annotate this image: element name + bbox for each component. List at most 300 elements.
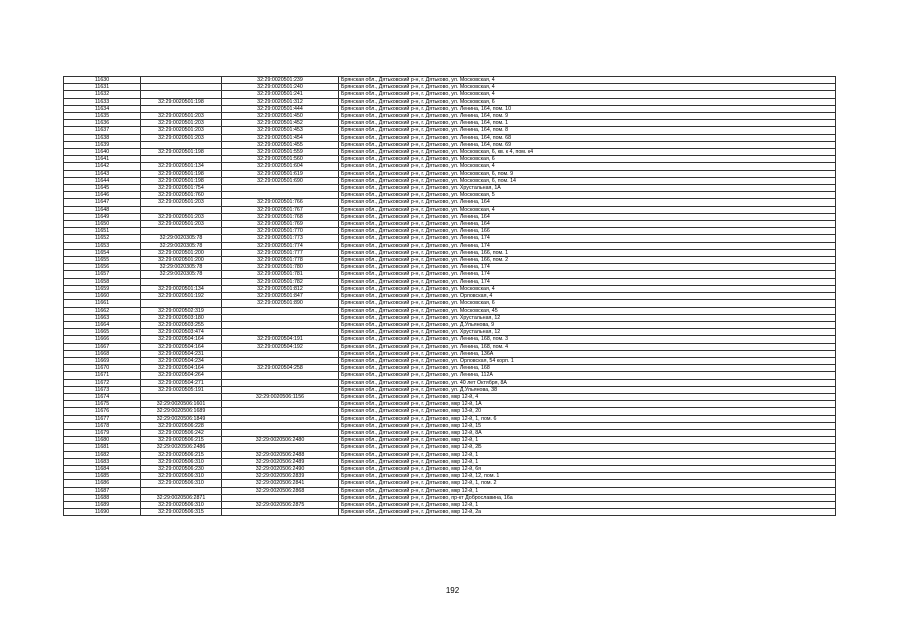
parcel-cadastral-cell: 32:29:0020504:264 (141, 372, 222, 379)
table-row (64, 509, 836, 516)
object-cadastral-cell (222, 422, 339, 429)
table-row (64, 192, 836, 199)
parcel-cadastral-cell: 32:29:0020501:203 (141, 221, 222, 228)
address-cell: Брянская обл., Дятьковский р-н, г. Дятьково, ул. Ленина, 174 (339, 235, 836, 242)
table-row (64, 386, 836, 393)
table-row (64, 120, 836, 127)
address-cell: Брянская обл., Дятьковский р-н, г. Дятьково, мкр 12-й, 1 (339, 451, 836, 458)
address-cell: Брянская обл., Дятьковский р-н, г. Дятьково, ул. Московская, 4 (339, 163, 836, 170)
address-cell: Брянская обл., Дятьковский р-н, г. Дятьково, мкр 12-й, 2а (339, 509, 836, 516)
address-cell: Брянская обл., Дятьковский р-н, г. Дятьково, мкр 12-й, 1А (339, 401, 836, 408)
table-row (64, 257, 836, 264)
address-cell: Брянская обл., Дятьковский р-н, г. Дятьково, ул. Ленина, 174 (339, 264, 836, 271)
table-row (64, 379, 836, 386)
address-cell: Брянская обл., Дятьковский р-н, г. Дятьково, ул. Ленина, 164 (339, 221, 836, 228)
object-cadastral-cell: 32:29:0020501:450 (222, 113, 339, 120)
parcel-cadastral-cell: 32:29:0020506:310 (141, 458, 222, 465)
row-number-cell: 11670 (64, 365, 141, 372)
object-cadastral-cell: 32:29:0020501:452 (222, 120, 339, 127)
object-cadastral-cell: 32:29:0020506:2868 (222, 487, 339, 494)
parcel-cadastral-cell: 32:29:0020504:164 (141, 336, 222, 343)
row-number-cell: 11633 (64, 98, 141, 105)
address-cell: Брянская обл., Дятьковский р-н, г. Дятьково, ул. Орловская, 4 (339, 293, 836, 300)
address-cell: Брянская обл., Дятьковский р-н, г. Дятьково, ул. Ленина, 164 (339, 199, 836, 206)
table-row (64, 458, 836, 465)
table-row (64, 314, 836, 321)
object-cadastral-cell: 32:29:0020501:767 (222, 206, 339, 213)
parcel-cadastral-cell: 32:29:0020305:78 (141, 271, 222, 278)
address-cell: Брянская обл., Дятьковский р-н, г. Дятьково, ул. Ленина, 164, пом. 68 (339, 134, 836, 141)
parcel-cadastral-cell: 32:29:0020505:191 (141, 386, 222, 393)
table-row (64, 199, 836, 206)
table-row (64, 213, 836, 220)
row-number-cell: 11655 (64, 257, 141, 264)
row-number-cell: 11671 (64, 372, 141, 379)
row-number-cell: 11637 (64, 127, 141, 134)
address-cell: Брянская обл., Дятьковский р-н, г. Дятьково, ул. Ленина, 174 (339, 242, 836, 249)
row-number-cell: 11654 (64, 249, 141, 256)
table-row (64, 285, 836, 292)
address-cell: Брянская обл., Дятьковский р-н, г. Дятьково, мкр 12-й, 4 (339, 393, 836, 400)
object-cadastral-cell: 32:29:0020501:239 (222, 77, 339, 84)
parcel-cadastral-cell: 32:29:0020504:234 (141, 357, 222, 364)
address-cell: Брянская обл., Дятьковский р-н, г. Дятьково, ул. Орловская, 54 корп. 1 (339, 357, 836, 364)
parcel-cadastral-cell (141, 300, 222, 307)
object-cadastral-cell: 32:29:0020504:191 (222, 336, 339, 343)
address-cell: Брянская обл., Дятьковский р-н, г. Дятьково, ул. 40 лет Октября, 8А (339, 379, 836, 386)
address-cell: Брянская обл., Дятьковский р-н, г. Дятьково, пр-кт Доброславина, 16а (339, 494, 836, 501)
address-cell: Брянская обл., Дятьковский р-н, г. Дятьково, ул. Ленина, 174 (339, 278, 836, 285)
address-cell: Брянская обл., Дятьковский р-н, г. Дятьково, ул. Ленина, 166 (339, 228, 836, 235)
table-row (64, 494, 836, 501)
row-number-cell: 11649 (64, 213, 141, 220)
object-cadastral-cell (222, 314, 339, 321)
row-number-cell: 11661 (64, 300, 141, 307)
address-cell: Брянская обл., Дятьковский р-н, г. Дятьково, ул. Московская, 6, кв. к 4, пом. к4 (339, 149, 836, 156)
object-cadastral-cell: 32:29:0020501:778 (222, 257, 339, 264)
parcel-cadastral-cell: 32:29:0020504:271 (141, 379, 222, 386)
address-cell: Брянская обл., Дятьковский р-н, г. Дятьково, ул. Ленина, 166, пом. 1 (339, 249, 836, 256)
table-row (64, 393, 836, 400)
row-number-cell: 11683 (64, 458, 141, 465)
object-cadastral-cell: 32:29:0020501:768 (222, 213, 339, 220)
table-row (64, 221, 836, 228)
address-cell: Брянская обл., Дятьковский р-н, г. Дятьково, ул. Ленина, 174 (339, 271, 836, 278)
parcel-cadastral-cell (141, 393, 222, 400)
parcel-cadastral-cell (141, 84, 222, 91)
address-cell: Брянская обл., Дятьковский р-н, г. Дятьково, ул. Хрустальная, 12 (339, 329, 836, 336)
object-cadastral-cell (222, 307, 339, 314)
table-row (64, 134, 836, 141)
table-row (64, 422, 836, 429)
address-cell: Брянская обл., Дятьковский р-н, г. Дятьково, ул. Московская, 4 (339, 91, 836, 98)
table-row (64, 105, 836, 112)
object-cadastral-cell (222, 509, 339, 516)
row-number-cell: 11640 (64, 149, 141, 156)
parcel-cadastral-cell: 32:29:0020506:315 (141, 509, 222, 516)
object-cadastral-cell: 32:29:0020506:2490 (222, 465, 339, 472)
object-cadastral-cell: 32:29:0020506:2839 (222, 473, 339, 480)
address-cell: Брянская обл., Дятьковский р-н, г. Дятьково, ул. Московская, 6, пом. 9 (339, 170, 836, 177)
table-row (64, 408, 836, 415)
table-row (64, 480, 836, 487)
parcel-cadastral-cell: 32:29:0020506:1849 (141, 415, 222, 422)
row-number-cell: 11641 (64, 156, 141, 163)
row-number-cell: 11667 (64, 343, 141, 350)
table-row (64, 350, 836, 357)
row-number-cell: 11650 (64, 221, 141, 228)
row-number-cell: 11664 (64, 321, 141, 328)
row-number-cell: 11653 (64, 242, 141, 249)
address-cell: Брянская обл., Дятьковский р-н, г. Дятьково, мкр 12-й, 1 (339, 437, 836, 444)
parcel-cadastral-cell: 32:29:0020501:203 (141, 213, 222, 220)
object-cadastral-cell (222, 429, 339, 436)
parcel-cadastral-cell: 32:29:0020501:198 (141, 98, 222, 105)
object-cadastral-cell: 32:29:0020504:258 (222, 365, 339, 372)
object-cadastral-cell: 32:29:0020501:774 (222, 242, 339, 249)
table-row (64, 149, 836, 156)
parcel-cadastral-cell: 32:29:0020305:78 (141, 235, 222, 242)
row-number-cell: 11679 (64, 429, 141, 436)
table-row (64, 372, 836, 379)
parcel-cadastral-cell: 32:29:0020506:2486 (141, 444, 222, 451)
row-number-cell: 11677 (64, 415, 141, 422)
address-cell: Брянская обл., Дятьковский р-н, г. Дятьково, ул. Ленина, 164, пом. 9 (339, 113, 836, 120)
parcel-cadastral-cell: 32:29:0020305:78 (141, 242, 222, 249)
parcel-cadastral-cell: 32:29:0020506:230 (141, 465, 222, 472)
object-cadastral-cell: 32:29:0020501:690 (222, 177, 339, 184)
parcel-cadastral-cell (141, 141, 222, 148)
table-row (64, 473, 836, 480)
address-cell: Брянская обл., Дятьковский р-н, г. Дятьково, ул. Московская, 6, пом. 14 (339, 177, 836, 184)
table-row (64, 206, 836, 213)
parcel-cadastral-cell: 32:29:0020501:754 (141, 185, 222, 192)
table-row (64, 84, 836, 91)
table-row (64, 235, 836, 242)
row-number-cell: 11665 (64, 329, 141, 336)
object-cadastral-cell: 32:29:0020501:454 (222, 134, 339, 141)
object-cadastral-cell: 32:29:0020501:782 (222, 278, 339, 285)
row-number-cell: 11644 (64, 177, 141, 184)
parcel-cadastral-cell (141, 77, 222, 84)
page-number: 192 (445, 586, 460, 595)
object-cadastral-cell (222, 372, 339, 379)
object-cadastral-cell (222, 415, 339, 422)
table-row (64, 329, 836, 336)
object-cadastral-cell: 32:29:0020501:847 (222, 293, 339, 300)
table-row (64, 307, 836, 314)
table-row (64, 170, 836, 177)
row-number-cell: 11663 (64, 314, 141, 321)
parcel-cadastral-cell: 32:29:0020506:1689 (141, 408, 222, 415)
object-cadastral-cell: 32:29:0020501:773 (222, 235, 339, 242)
row-number-cell: 11645 (64, 185, 141, 192)
row-number-cell: 11669 (64, 357, 141, 364)
address-cell: Брянская обл., Дятьковский р-н, г. Дятьково, ул. Московская, 45 (339, 307, 836, 314)
row-number-cell: 11658 (64, 278, 141, 285)
parcel-cadastral-cell: 32:29:0020501:203 (141, 127, 222, 134)
row-number-cell: 11636 (64, 120, 141, 127)
address-cell: Брянская обл., Дятьковский р-н, г. Дятьково, мкр 12-й, 1 (339, 487, 836, 494)
parcel-cadastral-cell: 32:29:0020506:215 (141, 451, 222, 458)
table-row (64, 300, 836, 307)
address-cell: Брянская обл., Дятьковский р-н, г. Дятьково, ул. Хрустальная, 1А (339, 185, 836, 192)
object-cadastral-cell: 32:29:0020501:453 (222, 127, 339, 134)
table-row (64, 177, 836, 184)
table-row (64, 437, 836, 444)
row-number-cell: 11632 (64, 91, 141, 98)
parcel-cadastral-cell (141, 91, 222, 98)
parcel-cadastral-cell: 32:29:0020504:164 (141, 365, 222, 372)
parcel-cadastral-cell (141, 156, 222, 163)
table-row (64, 501, 836, 508)
table-row (64, 156, 836, 163)
parcel-cadastral-cell: 32:29:0020501:198 (141, 177, 222, 184)
object-cadastral-cell: 32:29:0020501:770 (222, 228, 339, 235)
object-cadastral-cell: 32:29:0020501:240 (222, 84, 339, 91)
parcel-cadastral-cell: 32:29:0020503:255 (141, 321, 222, 328)
object-cadastral-cell (222, 357, 339, 364)
address-cell: Брянская обл., Дятьковский р-н, г. Дятьково, ул. Ленина, 164, пом. 10 (339, 105, 836, 112)
table-row (64, 249, 836, 256)
address-cell: Брянская обл., Дятьковский р-н, г. Дятьково, ул. Д.Ульянова, 38 (339, 386, 836, 393)
parcel-cadastral-cell: 32:29:0020506:310 (141, 473, 222, 480)
table-row (64, 242, 836, 249)
object-cadastral-cell: 32:29:0020506:2488 (222, 451, 339, 458)
row-number-cell: 11657 (64, 271, 141, 278)
address-cell: Брянская обл., Дятьковский р-н, г. Дятьково, ул. Московская, 6 (339, 300, 836, 307)
object-cadastral-cell (222, 350, 339, 357)
row-number-cell: 11684 (64, 465, 141, 472)
row-number-cell: 11656 (64, 264, 141, 271)
address-cell: Брянская обл., Дятьковский р-н, г. Дятьково, ул. Ленина, 166, пом. 2 (339, 257, 836, 264)
object-cadastral-cell: 32:29:0020501:781 (222, 271, 339, 278)
table-row (64, 365, 836, 372)
address-cell: Брянская обл., Дятьковский р-н, г. Дятьково, мкр 12-й, 15 (339, 422, 836, 429)
address-cell: Брянская обл., Дятьковский р-н, г. Дятьково, ул. Ленина, 164 (339, 213, 836, 220)
row-number-cell: 11681 (64, 444, 141, 451)
table-row (64, 185, 836, 192)
parcel-cadastral-cell: 32:29:0020503:474 (141, 329, 222, 336)
table-row (64, 444, 836, 451)
object-cadastral-cell (222, 494, 339, 501)
row-number-cell: 11630 (64, 77, 141, 84)
parcel-cadastral-cell: 32:29:0020506:228 (141, 422, 222, 429)
object-cadastral-cell: 32:29:0020501:766 (222, 199, 339, 206)
object-cadastral-cell: 32:29:0020501:444 (222, 105, 339, 112)
parcel-cadastral-cell: 32:29:0020501:192 (141, 293, 222, 300)
table-row (64, 98, 836, 105)
row-number-cell: 11638 (64, 134, 141, 141)
parcel-cadastral-cell: 32:29:0020501:198 (141, 149, 222, 156)
table-row (64, 278, 836, 285)
parcel-cadastral-cell: 32:29:0020501:203 (141, 113, 222, 120)
object-cadastral-cell: 32:29:0020501:241 (222, 91, 339, 98)
parcel-cadastral-cell: 32:29:0020506:2871 (141, 494, 222, 501)
row-number-cell: 11688 (64, 494, 141, 501)
row-number-cell: 11668 (64, 350, 141, 357)
address-cell: Брянская обл., Дятьковский р-н, г. Дятьково, ул. Ленина, 168, пом. 4 (339, 343, 836, 350)
registry-table-body (64, 77, 836, 516)
row-number-cell: 11682 (64, 451, 141, 458)
row-number-cell: 11652 (64, 235, 141, 242)
row-number-cell: 11673 (64, 386, 141, 393)
row-number-cell: 11672 (64, 379, 141, 386)
parcel-cadastral-cell: 32:29:0020501:134 (141, 285, 222, 292)
object-cadastral-cell: 32:29:0020506:1156 (222, 393, 339, 400)
table-row (64, 77, 836, 84)
address-cell: Брянская обл., Дятьковский р-н, г. Дятьково, мкр 12-й, 8А (339, 429, 836, 436)
row-number-cell: 11647 (64, 199, 141, 206)
object-cadastral-cell (222, 401, 339, 408)
address-cell: Брянская обл., Дятьковский р-н, г. Дятьково, ул. Московская, 4 (339, 77, 836, 84)
parcel-cadastral-cell: 32:29:0020506:215 (141, 437, 222, 444)
row-number-cell: 11689 (64, 501, 141, 508)
address-cell: Брянская обл., Дятьковский р-н, г. Дятьково, ул. Московская, 4 (339, 84, 836, 91)
row-number-cell: 11678 (64, 422, 141, 429)
row-number-cell: 11651 (64, 228, 141, 235)
parcel-cadastral-cell: 32:29:0020501:203 (141, 120, 222, 127)
object-cadastral-cell: 32:29:0020501:604 (222, 163, 339, 170)
address-cell: Брянская обл., Дятьковский р-н, г. Дятьково, ул. Московская, 6 (339, 98, 836, 105)
table-row (64, 401, 836, 408)
parcel-cadastral-cell (141, 105, 222, 112)
row-number-cell: 11680 (64, 437, 141, 444)
object-cadastral-cell: 32:29:0020506:2480 (222, 437, 339, 444)
object-cadastral-cell: 32:29:0020501:777 (222, 249, 339, 256)
address-cell: Брянская обл., Дятьковский р-н, г. Дятьково, ул. Московская, 6 (339, 156, 836, 163)
table-row (64, 271, 836, 278)
table-row (64, 163, 836, 170)
object-cadastral-cell (222, 329, 339, 336)
object-cadastral-cell (222, 185, 339, 192)
address-cell: Брянская обл., Дятьковский р-н, г. Дятьково, ул. Московская, 4 (339, 285, 836, 292)
parcel-cadastral-cell: 32:29:0020501:203 (141, 134, 222, 141)
parcel-cadastral-cell: 32:29:0020305:78 (141, 264, 222, 271)
table-row (64, 357, 836, 364)
address-cell: Брянская обл., Дятьковский р-н, г. Дятьково, ул. Московская, 5 (339, 192, 836, 199)
address-cell: Брянская обл., Дятьковский р-н, г. Дятьково, ул. Московская, 4 (339, 206, 836, 213)
row-number-cell: 11634 (64, 105, 141, 112)
address-cell: Брянская обл., Дятьковский р-н, г. Дятьково, мкр 13-й, 20 (339, 408, 836, 415)
address-cell: Брянская обл., Дятьковский р-н, г. Дятьково, мкр 12-й, 1, пом. 6 (339, 415, 836, 422)
address-cell: Брянская обл., Дятьковский р-н, г. Дятьково, ул. Д.Ульянова, 9 (339, 321, 836, 328)
row-number-cell: 11674 (64, 393, 141, 400)
object-cadastral-cell: 32:29:0020501:619 (222, 170, 339, 177)
table-row (64, 336, 836, 343)
row-number-cell: 11685 (64, 473, 141, 480)
address-cell: Брянская обл., Дятьковский р-н, г. Дятьково, мкр 12-й, 6я (339, 465, 836, 472)
registry-sheet (63, 76, 836, 516)
table-row (64, 113, 836, 120)
row-number-cell: 11675 (64, 401, 141, 408)
object-cadastral-cell: 32:29:0020501:455 (222, 141, 339, 148)
row-number-cell: 11635 (64, 113, 141, 120)
row-number-cell: 11666 (64, 336, 141, 343)
address-cell: Брянская обл., Дятьковский р-н, г. Дятьково, ул. Ленина, 164, пом. 8 (339, 127, 836, 134)
address-cell: Брянская обл., Дятьковский р-н, г. Дятьково, мкр 12-й, 1 (339, 501, 836, 508)
parcel-cadastral-cell: 32:29:0020504:231 (141, 350, 222, 357)
address-cell: Брянская обл., Дятьковский р-н, г. Дятьково, ул. Ленина, 164, пом. 1 (339, 120, 836, 127)
address-cell: Брянская обл., Дятьковский р-н, г. Дятьково, ул. Ленина, 168 (339, 365, 836, 372)
parcel-cadastral-cell (141, 228, 222, 235)
parcel-cadastral-cell: 32:29:0020501:203 (141, 199, 222, 206)
row-number-cell: 11686 (64, 480, 141, 487)
table-row (64, 451, 836, 458)
table-row (64, 429, 836, 436)
parcel-cadastral-cell: 32:29:0020506:1601 (141, 401, 222, 408)
parcel-cadastral-cell: 32:29:0020501:760 (141, 192, 222, 199)
table-row (64, 343, 836, 350)
parcel-cadastral-cell: 32:29:0020501:200 (141, 249, 222, 256)
table-row (64, 141, 836, 148)
address-cell: Брянская обл., Дятьковский р-н, г. Дятьково, мкр 12-й, 12, пом. 1 (339, 473, 836, 480)
row-number-cell: 11659 (64, 285, 141, 292)
object-cadastral-cell: 32:29:0020504:192 (222, 343, 339, 350)
address-cell: Брянская обл., Дятьковский р-н, г. Дятьково, ул. Ленина, 112А (339, 372, 836, 379)
parcel-cadastral-cell: 32:29:0020506:310 (141, 480, 222, 487)
row-number-cell: 11676 (64, 408, 141, 415)
table-row (64, 321, 836, 328)
row-number-cell: 11631 (64, 84, 141, 91)
address-cell: Брянская обл., Дятьковский р-н, г. Дятьково, ул. Ленина, 168, пом. 3 (339, 336, 836, 343)
object-cadastral-cell: 32:29:0020501:769 (222, 221, 339, 228)
parcel-cadastral-cell: 32:29:0020506:310 (141, 501, 222, 508)
table-row (64, 487, 836, 494)
address-cell: Брянская обл., Дятьковский р-н, г. Дятьково, ул. Хрустальная, 12 (339, 314, 836, 321)
address-cell: Брянская обл., Дятьковский р-н, г. Дятьково, ул. Ленина, 136А (339, 350, 836, 357)
object-cadastral-cell: 32:29:0020501:560 (222, 156, 339, 163)
table-row (64, 264, 836, 271)
parcel-cadastral-cell: 32:29:0020503:180 (141, 314, 222, 321)
parcel-cadastral-cell: 32:29:0020501:198 (141, 170, 222, 177)
address-cell: Брянская обл., Дятьковский р-н, г. Дятьково, мкр 12-й, 2Б (339, 444, 836, 451)
table-row (64, 228, 836, 235)
address-cell: Брянская обл., Дятьковский р-н, г. Дятьково, ул. Ленина, 164, пом. 69 (339, 141, 836, 148)
parcel-cadastral-cell: 32:29:0020506:242 (141, 429, 222, 436)
row-number-cell: 11639 (64, 141, 141, 148)
parcel-cadastral-cell (141, 278, 222, 285)
row-number-cell: 11646 (64, 192, 141, 199)
object-cadastral-cell (222, 386, 339, 393)
table-row (64, 91, 836, 98)
object-cadastral-cell (222, 379, 339, 386)
address-cell: Брянская обл., Дятьковский р-н, г. Дятьково, мкр 12-й, 1 (339, 458, 836, 465)
object-cadastral-cell: 32:29:0020501:780 (222, 264, 339, 271)
object-cadastral-cell: 32:29:0020501:559 (222, 149, 339, 156)
object-cadastral-cell: 32:29:0020506:2841 (222, 480, 339, 487)
row-number-cell: 11648 (64, 206, 141, 213)
object-cadastral-cell (222, 192, 339, 199)
row-number-cell: 11642 (64, 163, 141, 170)
table-row (64, 293, 836, 300)
object-cadastral-cell: 32:29:0020501:812 (222, 285, 339, 292)
parcel-cadastral-cell: 32:29:0020501:200 (141, 257, 222, 264)
parcel-cadastral-cell (141, 206, 222, 213)
row-number-cell: 11643 (64, 170, 141, 177)
table-row (64, 127, 836, 134)
table-row (64, 415, 836, 422)
object-cadastral-cell: 32:29:0020501:890 (222, 300, 339, 307)
address-cell: Брянская обл., Дятьковский р-н, г. Дятьково, мкр 12-й, 1, пом. 2 (339, 480, 836, 487)
row-number-cell: 11687 (64, 487, 141, 494)
object-cadastral-cell: 32:29:0020506:2489 (222, 458, 339, 465)
parcel-cadastral-cell: 32:29:0020504:164 (141, 343, 222, 350)
row-number-cell: 11690 (64, 509, 141, 516)
object-cadastral-cell (222, 444, 339, 451)
object-cadastral-cell: 32:29:0020506:2875 (222, 501, 339, 508)
object-cadastral-cell: 32:29:0020501:312 (222, 98, 339, 105)
